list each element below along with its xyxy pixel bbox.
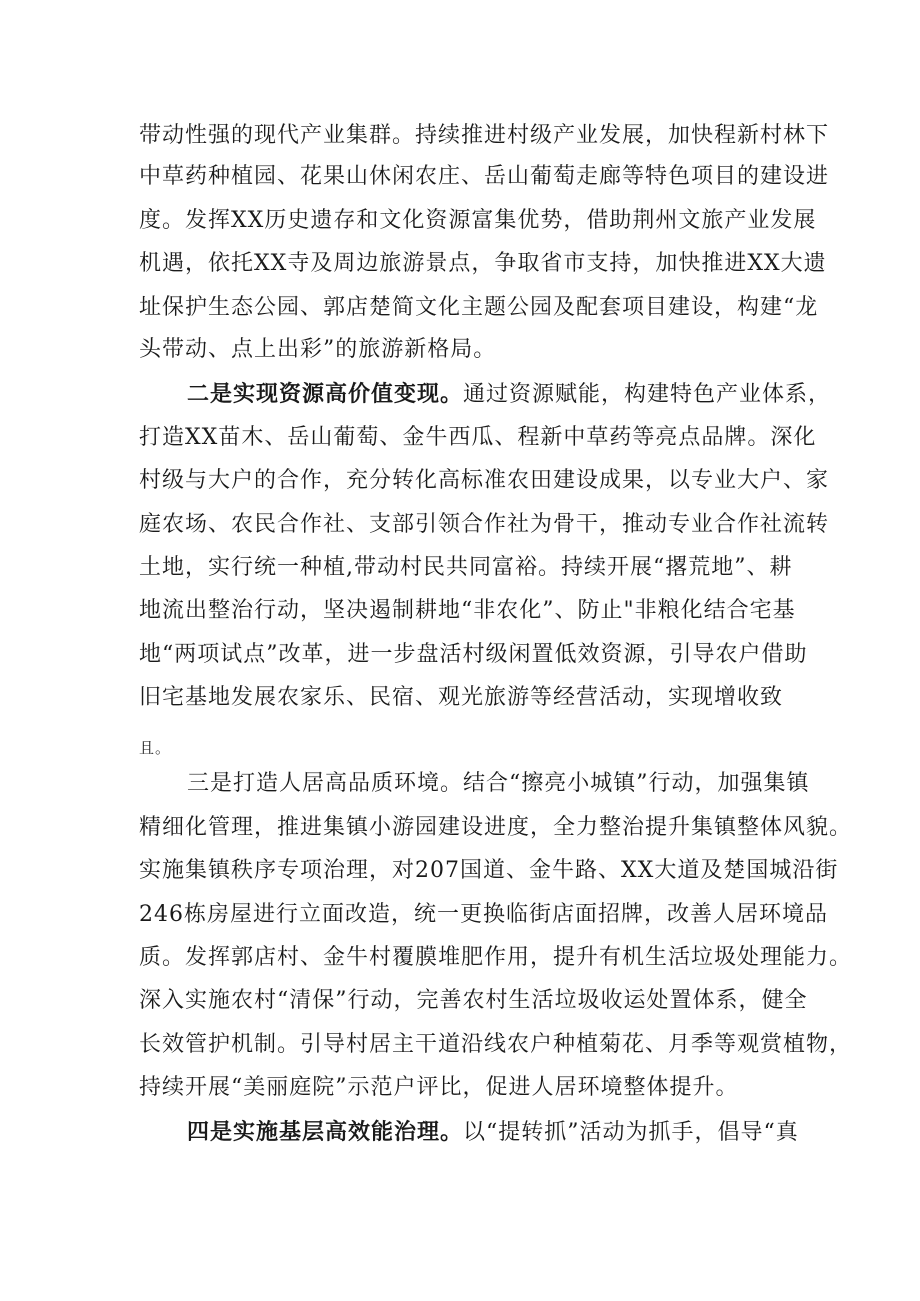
text-line: 地流出整治行动，坚决遏制耕地“非农化”、防止"非粮化结合宅基 (139, 598, 796, 623)
text-line: 地“两项试点”改革，进一步盘活村级闲置低效资源，引导农户借助 (139, 642, 808, 667)
paragraph-heading: 四是实施基层高效能治理。 (187, 1119, 464, 1145)
paragraph-heading: 二是实现资源高价值变现。 (187, 381, 464, 407)
text-line: 持续开展“美丽庭院”示范户评比，促进人居环境整体提升。 (139, 1075, 739, 1100)
text-line: 246栋房屋进行立面改造，统一更换临街店面招牌，改善人居环境品 (139, 902, 828, 927)
text-line: 机遇，依托XX寺及周边旅游景点，争取省市支持，加快推进XX大遗 (139, 251, 827, 276)
text-line: 址保护生态公园、郭店楚简文化主题公园及配套项目建设，构建“龙 (139, 295, 819, 320)
text-line: 打造XX苗木、岳山葡萄、金牛西瓜、程新中草药等亮点品牌。深化 (139, 425, 817, 450)
paragraph-text: 通过资源赋能，构建特色产业体系， (463, 382, 832, 407)
text-line: 中草药种植园、花果山休闲农庄、岳山葡萄走廊等特色项目的建设进 (139, 164, 830, 189)
paragraph-first-line (187, 1117, 799, 1148)
text-line: 度。发挥XX历史遗存和文化资源富集优势，借助荆州文旅产业发展 (139, 208, 817, 233)
text-line: 实施集镇秩序专项治理，对207国道、金牛路、XX大道及楚国城沿街 (139, 858, 839, 883)
paragraph-text: 以“提转抓”活动为抓手，倡导“真 (463, 1120, 799, 1145)
paragraph-first-line (187, 379, 831, 410)
text-line: 质。发挥郭店村、金牛村覆膜堆肥作用，提升有机生活垃圾处理能力。 (139, 945, 853, 970)
text-line: 精细化管理，推进集镇小游园建设进度，全力整治提升集镇整体风貌。 (139, 815, 853, 840)
text-line: 土地，实行统一种植,带动村民共同富裕。持续开展“撂荒地”、耕 (139, 555, 793, 580)
text-line: 带动性强的现代产业集群。持续推进村级产业发展，加快程新村林下 (139, 123, 830, 148)
text-line: 头带动、点上出彩”的旅游新格局。 (139, 337, 497, 362)
text-line: 旧宅基地发展农家乐、民宿、观光旅游等经营活动，实现增收致 (139, 685, 784, 710)
text-line: 三是打造人居高品质环境。结合“擦亮小城镇”行动，加强集镇 (187, 771, 810, 796)
text-line: 村级与大户的合作，充分转化高标准农田建设成果，以专业大户、家 (139, 468, 830, 493)
text-line: 长效管护机制。引导村居主干道沿线农户种植菊花、月季等观赏植物， (139, 1032, 853, 1057)
text-line: 深入实施农村“清保”行动，完善农村生活垃圾收运处置体系，健全 (139, 988, 808, 1013)
trailing-text: 且。 (139, 739, 172, 757)
text-line: 庭农场、农民合作社、支部引领合作社为骨干，推动专业合作社流转 (139, 512, 830, 537)
